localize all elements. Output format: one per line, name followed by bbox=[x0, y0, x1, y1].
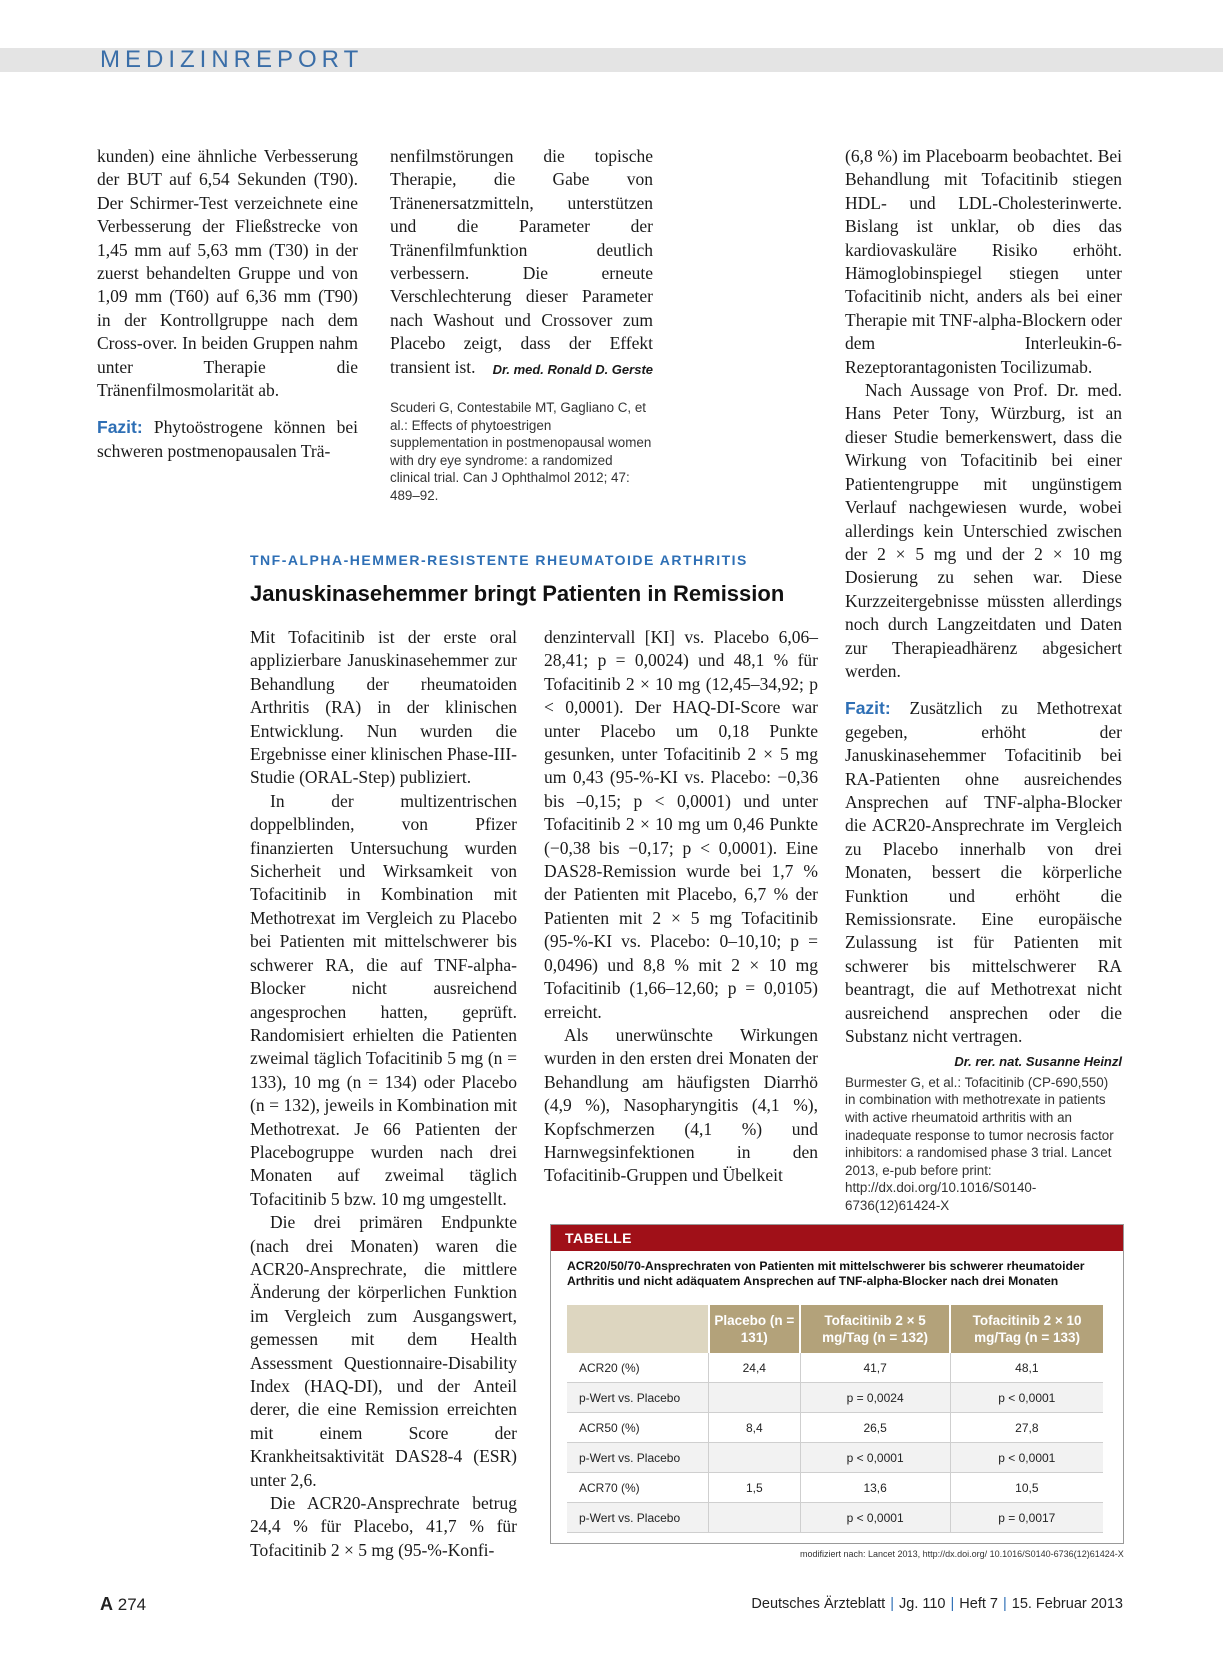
table-header-cell: Tofacitinib 2 × 5 mg/Tag (n = 132) bbox=[800, 1305, 950, 1353]
table-cell: p < 0,0001 bbox=[950, 1443, 1103, 1473]
table-cell: p < 0,0001 bbox=[950, 1383, 1103, 1413]
table-label: TABELLE bbox=[551, 1225, 1123, 1251]
row-label: ACR50 (%) bbox=[567, 1413, 709, 1443]
journal-footer bbox=[751, 1596, 1123, 1612]
table-cell: 41,7 bbox=[800, 1353, 950, 1383]
table-cell: 27,8 bbox=[950, 1413, 1103, 1443]
table-cell: p < 0,0001 bbox=[800, 1503, 950, 1533]
column-1 bbox=[97, 145, 358, 463]
reference: Scuderi G, Contestabile MT, Gagliano C, et al.: Effects of phytoestrigen supplementation in postmenopausal women with dry eye syndrome: a randomized clinical trial. Can J Ophthalmol 2012; 47: 489–92. bbox=[390, 400, 652, 504]
row-label: ACR70 (%) bbox=[567, 1473, 709, 1503]
table-cell: 26,5 bbox=[800, 1413, 950, 1443]
table-cell: 8,4 bbox=[709, 1413, 801, 1443]
column-2 bbox=[390, 145, 653, 505]
results-table-box bbox=[550, 1224, 1124, 1544]
table-cell: p = 0,0017 bbox=[950, 1503, 1103, 1533]
section-title: MEDIZINREPORT bbox=[100, 46, 364, 73]
column-5 bbox=[845, 145, 1122, 1215]
author-signature: Dr. med. Ronald D. Gerste bbox=[492, 361, 653, 377]
paragraph: Nach Aussage von Prof. Dr. med. Hans Peter Tony, Würzburg, ist an dieser Studie bemerkenswert, dass die Wirkung von Tofacitinib bei einer Patientengruppe mit ungünstigem Verlauf nachgewiesen wurde, wobei allerdings kein Unterschied zwischen der 2 × 5 mg und der 2 × 10 mg Dosierung zu sehen war. Diese Kurzzeitergebnisse müssten allerdings noch durch Langzeitdaten und Daten zur Therapieadhärenz abgesichert werden. bbox=[845, 380, 1122, 681]
table-cell: p = 0,0024 bbox=[800, 1383, 950, 1413]
fazit-text: Phytoöstrogene können bei schweren postmenopausalen Trä- bbox=[97, 417, 358, 461]
column-3 bbox=[250, 626, 517, 1562]
paragraph: denzintervall [KI] vs. Placebo 6,06–28,41; p = 0,0024) und 48,1 % für Tofacitinib 2 × 10 mg (12,45–34,92; p < 0,0001). Der HAQ-DI-Score war unter Placebo um 0,18 Punkte gesunken, unter Tofacitinib 2 × 5 mg um 0,43 (95-%-KI vs. Placebo: −0,36 bis –0,15; p < 0,0001) und unter Tofacitinib 2 × 10 mg um 0,46 Punkte (−0,38 bis −0,17; p < 0,0001). Eine DAS28-Remission wurde bei 1,7 % der Patienten mit Placebo, 6,7 % der Patienten mit 2 × 5 mg Tofacitinib (95-%-KI vs. Placebo: 0–10,10; p = 0,0496) und 8,8 % mit 2 × 10 mg Tofacitinib (1,66–12,60; p = 0,0105) erreicht. bbox=[544, 627, 818, 1022]
paragraph: Die ACR20-Ansprechrate betrug 24,4 % für Placebo, 41,7 % für Tofacitinib 2 × 5 mg (95-%-Konfi- bbox=[250, 1493, 517, 1560]
row-label: p-Wert vs. Placebo bbox=[567, 1443, 709, 1473]
table-row bbox=[567, 1443, 1103, 1473]
table-source: modifiziert nach: Lancet 2013, http://dx.doi.org/ 10.1016/S0140-6736(12)61424-X bbox=[800, 1549, 1124, 1559]
table-row bbox=[567, 1473, 1103, 1503]
table-cell: p < 0,0001 bbox=[800, 1443, 950, 1473]
paragraph bbox=[390, 145, 653, 379]
table-row bbox=[567, 1413, 1103, 1443]
paragraph: Als unerwünschte Wirkungen wurden in den ersten drei Monaten der Behandlung am häufigsten Diarrhö (4,9 %), Nasopharyngitis (4,1 %), Kopfschmerzen (4,1 %) und Harnwegsinfektionen in den Tofacitinib-Gruppen und Übelkeit bbox=[544, 1024, 818, 1186]
fazit-label: Fazit: bbox=[97, 417, 143, 438]
separator: | bbox=[1002, 1596, 1007, 1612]
table-cell: 24,4 bbox=[709, 1353, 801, 1383]
author-signature: Dr. rer. nat. Susanne Heinzl bbox=[954, 1054, 1122, 1070]
paragraph: kunden) eine ähnliche Verbesserung der BUT auf 6,54 Sekunden (T90). Der Schirmer-Test verzeichnete eine Verbesserung der Fließstrecke von 1,45 mm auf 5,63 mm (T30) in der zuerst behandelten Gruppe und von 1,09 mm (T60) auf 6,36 mm (T90) in der Kontrollgruppe nach dem Cross-over. In beiden Gruppen nahm unter Therapie die Tränenfilmosmolarität ab. bbox=[97, 146, 358, 401]
paragraph: Die drei primären Endpunkte (nach drei Monaten) waren die ACR20-Ansprechrate, die mittlere Änderung der körperlichen Funktion im Vergleich zum Ausgangswert, gemessen mit dem Health Assessment Questionnaire-Disability Index (HAQ-DI), und der Anteil derer, die eine Remission erreichten mit einem Score der Krankheitsaktivität DAS28-4 (ESR) unter 2,6. bbox=[250, 1212, 517, 1490]
table-cell bbox=[709, 1443, 801, 1473]
journal-name: Deutsches Ärzteblatt bbox=[751, 1596, 886, 1612]
journal-date: 15. Februar 2013 bbox=[1011, 1596, 1123, 1612]
paragraph-text: nenfilmstörungen die topische Therapie, die Gabe von Tränenersatzmitteln, unterstützen und die Parameter der Tränenfilmfunktion deutlich verbessern. Die erneute Verschlechterung dieser Parameter nach Washout und Crossover zum Placebo zeigt, dass der Effekt transient ist. bbox=[390, 146, 653, 377]
paragraph: (6,8 %) im Placeboarm beobachtet. Bei Behandlung mit Tofacitinib stiegen HDL- und LDL-Cholesterinwerte. Bislang ist unklar, ob dies das kardiovaskuläre Risiko erhöht. Hämoglobinspiegel stiegen unter Tofacitinib nicht, anders als bei einer Therapie mit TNF-alpha-Blockern oder dem Interleukin-6-Rezeptorantagonisten Tocilizumab. bbox=[845, 146, 1122, 377]
table-cell bbox=[709, 1383, 801, 1413]
fazit-paragraph bbox=[97, 416, 358, 463]
table-header-cell: Tofacitinib 2 × 10 mg/Tag (n = 133) bbox=[950, 1305, 1103, 1353]
page-number-value: 274 bbox=[117, 1595, 147, 1614]
table-row bbox=[567, 1353, 1103, 1383]
table-header-cell: Placebo (n = 131) bbox=[709, 1305, 801, 1353]
paragraph: Mit Tofacitinib ist der erste oral applizierbare Januskinasehemmer zur Behandlung der rheumatoiden Arthritis (RA) in der klinischen Entwicklung. Nun wurden die Ergebnisse einer klinischen Phase-III-Studie (ORAL-Step) publiziert. bbox=[250, 627, 517, 788]
table-cell: 10,5 bbox=[950, 1473, 1103, 1503]
article-headline: Januskinasehemmer bringt Patienten in Remission bbox=[250, 581, 785, 606]
table-row bbox=[567, 1383, 1103, 1413]
row-label: p-Wert vs. Placebo bbox=[567, 1503, 709, 1533]
page-prefix: A bbox=[100, 1594, 113, 1614]
column-4 bbox=[544, 626, 818, 1188]
article-kicker: TNF-ALPHA-HEMMER-RESISTENTE RHEUMATOIDE ARTHRITIS bbox=[250, 552, 748, 568]
results-table bbox=[567, 1305, 1103, 1533]
fazit-text: Zusätzlich zu Methotrexat gegeben, erhöht der Januskinasehemmer Tofacitinib bei RA-Patienten ohne ausreichendes Ansprechen auf TNF-alpha-Blocker die ACR20-Ansprechrate im Vergleich zu Placebo innerhalb von drei Monaten, bessert die körperliche Funktion und erhöht die Remissionsrate. Eine europäische Zulassung ist für Patienten mit schwerer bis mittelschwerer RA beantragt, die auf Methotrexat nicht ausreichend ansprechen oder die Substanz nicht vertragen. bbox=[845, 698, 1123, 1047]
separator: | bbox=[950, 1596, 955, 1612]
separator: | bbox=[890, 1596, 894, 1612]
table-cell bbox=[709, 1503, 801, 1533]
row-label: ACR20 (%) bbox=[567, 1353, 709, 1383]
reference: Burmester G, et al.: Tofacitinib (CP-690,550) in combination with methotrexate in patients with active rheumatoid arthritis with an inadequate response to tumor necrosis factor inhibitors: a randomised phase 3 trial. Lancet 2013, e-pub before print: http://dx.doi.org/10.1016/S0140-6736(12)61424-X bbox=[845, 1074, 1114, 1213]
row-label: p-Wert vs. Placebo bbox=[567, 1383, 709, 1413]
table-cell: 48,1 bbox=[950, 1353, 1103, 1383]
journal-volume: Jg. 110 bbox=[899, 1596, 946, 1612]
table-header-row bbox=[567, 1305, 1103, 1353]
journal-issue: Heft 7 bbox=[959, 1596, 998, 1612]
table-cell: 13,6 bbox=[800, 1473, 950, 1503]
paragraph: In der multizentrischen doppelblinden, von Pfizer finanzierten Untersuchung wurden Sicherheit und Wirksamkeit von Tofacitinib in Kombination mit Methotrexat im Vergleich zu Placebo bei Patienten mit mittelschwerer bis schwerer RA, die auf TNF-alpha-Blocker nicht ausreichend angesprochen hatten, geprüft. Randomisiert erhielten die Patienten zweimal täglich Tofacitinib 5 mg (n = 133), 10 mg (n = 134) oder Placebo (n = 132), jeweils in Kombination mit Methotrexat. Je 66 Patienten der Placebogruppe wurden nach drei Monaten auf zweimal täglich Tofacitinib 5 bzw. 10 mg umgestellt. bbox=[250, 790, 517, 1209]
fazit-paragraph bbox=[845, 697, 1123, 1070]
fazit-label: Fazit: bbox=[845, 698, 891, 719]
table-cell: 1,5 bbox=[709, 1473, 801, 1503]
table-header-cell bbox=[567, 1305, 709, 1353]
page-number bbox=[100, 1594, 146, 1615]
table-caption: ACR20/50/70-Ansprechraten von Patienten mit mittelschwerer bis schwerer rheumatoider Arthritis und nicht adäquatem Ansprechen auf TNF-alpha-Blocker nach drei Monaten bbox=[567, 1259, 1085, 1288]
table-row bbox=[567, 1503, 1103, 1533]
